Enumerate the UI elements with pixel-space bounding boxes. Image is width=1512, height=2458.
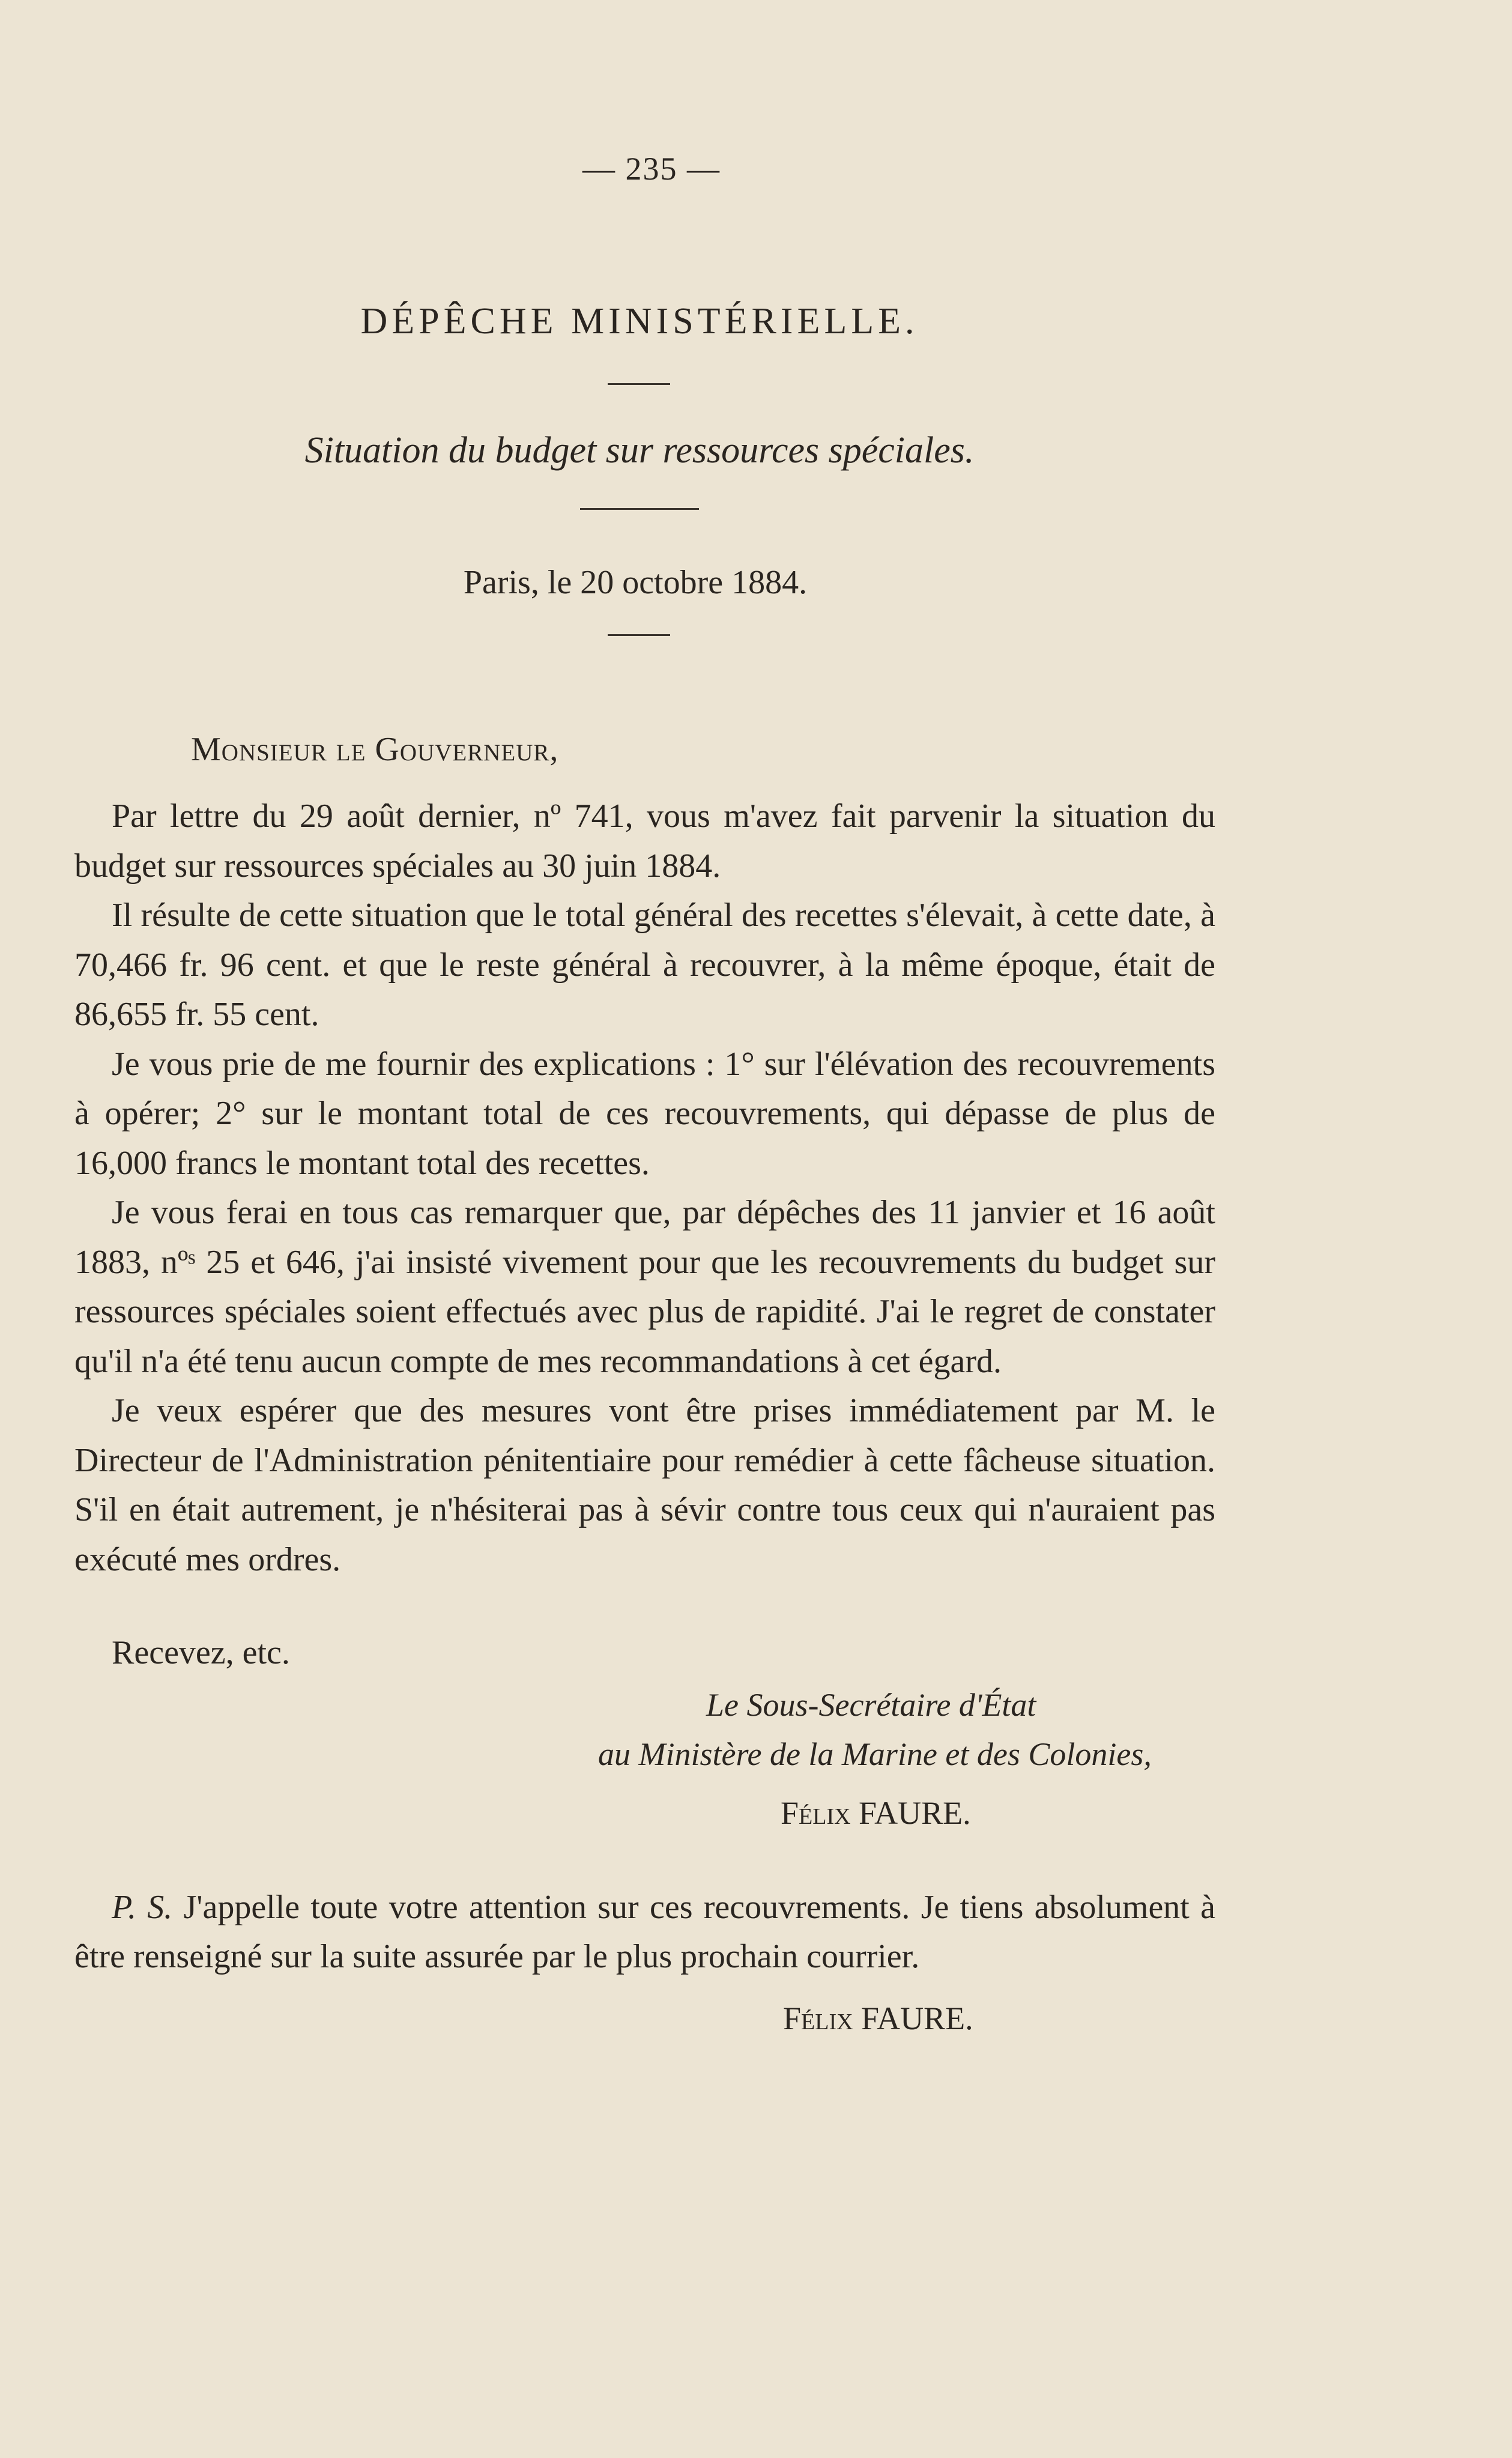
letter-body bbox=[74, 792, 1215, 1584]
signature-title-line1: Le Sous-Secrétaire d'État bbox=[706, 1687, 1036, 1723]
postscript-signature-text: Félix FAURE. bbox=[783, 2000, 973, 2036]
page-number: — 235 — bbox=[582, 151, 721, 187]
signature-title-line2: au Ministère de la Marine et des Colonies, bbox=[598, 1736, 1152, 1772]
paragraph: Je veux espérer que des mesures vont être prises immédiatement par M. le Directeur de l'Administration pénitentiaire pour remédier à cette fâcheuse situation. S'il en était autrement, je n'hésiterai pas à sévir contre tous ceux qui n'auraient pas exécuté mes ordres. bbox=[74, 1392, 1215, 1578]
postscript-label: P. S. bbox=[112, 1889, 173, 1926]
divider-rule bbox=[608, 634, 670, 636]
divider-rule bbox=[580, 508, 699, 510]
place-date: Paris, le 20 octobre 1884. bbox=[463, 564, 808, 601]
signature-name bbox=[781, 1794, 971, 1832]
paragraph: Je vous ferai en tous cas remarquer que, par dépêches des 11 janvier et 16 août 1883, nºˢ 25 et 646, j'ai insisté vivement pour que les recouvrements du budget sur ressources spéciales soient effectués avec plus de rapidité. J'ai le regret de constater qu'il n'a été tenu aucun compte de mes recommandations à cet égard. bbox=[74, 1194, 1215, 1380]
divider-rule bbox=[608, 383, 670, 385]
salutation-text: Monsieur le Gouverneur, bbox=[191, 731, 559, 768]
postscript-signature bbox=[783, 2000, 973, 2037]
salutation bbox=[191, 730, 558, 769]
postscript-text: J'appelle toute votre attention sur ces recouvrements. Je tiens absolument à être renseigné sur la suite assurée par le plus prochain courrier. bbox=[74, 1889, 1215, 1975]
document-subtitle: Situation du budget sur ressources spéciales. bbox=[304, 430, 975, 471]
signature-name-text: Félix FAURE. bbox=[781, 1795, 971, 1831]
postscript bbox=[74, 1883, 1215, 1981]
paragraph: Il résulte de cette situation que le total général des recettes s'élevait, à cette date, à 70,466 fr. 96 cent. et que le reste général à recouvrer, à la même époque, était de 86,655 fr. 55 cent. bbox=[74, 897, 1215, 1033]
closing-formula: Recevez, etc. bbox=[112, 1634, 290, 1671]
paragraph: Par lettre du 29 août dernier, nº 741, vous m'avez fait parvenir la situation du budget sur ressources spéciales au 30 juin 1884. bbox=[74, 798, 1215, 885]
document-title: DÉPÊCHE MINISTÉRIELLE. bbox=[360, 301, 919, 342]
paragraph: Je vous prie de me fournir des explications : 1° sur l'élévation des recouvrements à opérer; 2° sur le montant total de ces recouvrements, qui dépasse de plus de 16,000 francs le montant total des recettes. bbox=[74, 1045, 1215, 1182]
